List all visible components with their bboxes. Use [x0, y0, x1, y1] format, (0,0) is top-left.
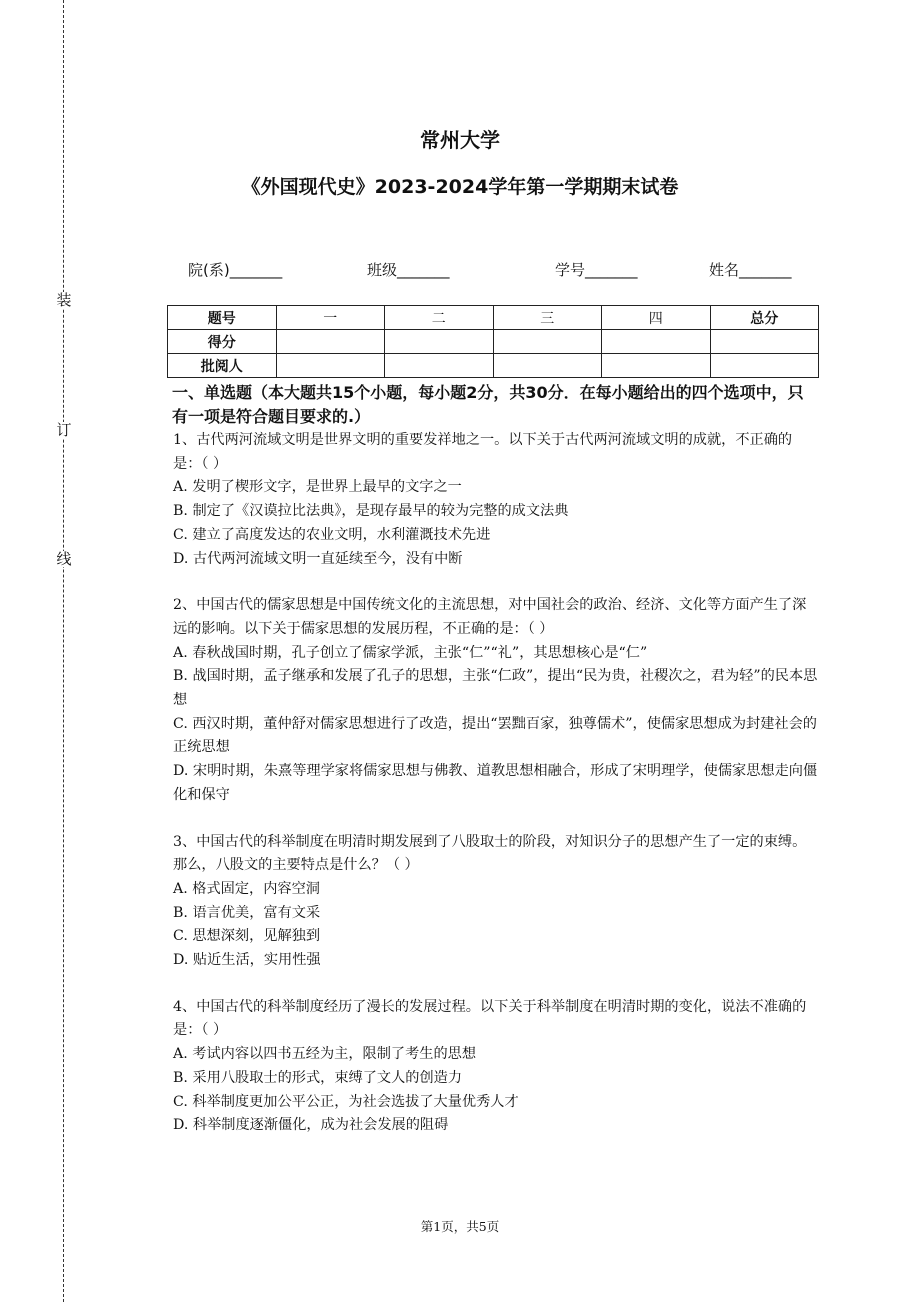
table-header-cell: 二	[385, 306, 494, 330]
option-a[interactable]: A. 格式固定，内容空洞	[173, 880, 320, 897]
reviewer-cell[interactable]	[493, 354, 602, 378]
question-stem: 4、中国古代的科举制度经历了漫长的发展过程。以下关于科举制度在明清时期的变化，说法不准确的是：（ ）	[173, 998, 807, 1039]
exam-title: 《外国现代史》2023-2024学年第一学期期末试卷	[241, 176, 679, 198]
score-table	[167, 305, 819, 378]
score-cell[interactable]	[710, 330, 819, 354]
option-c[interactable]: C. 科举制度更加公平公正，为社会选拔了大量优秀人才	[173, 1093, 519, 1110]
option-b[interactable]: B. 制定了《汉谟拉比法典》，是现存最早的较为完整的成文法典	[173, 503, 569, 520]
score-cell[interactable]	[602, 330, 711, 354]
section-heading: 一、单选题（本大题共15个小题，每小题2分，共30分．在每小题给出的四个选项中，只有一项是符合题目要求的.）	[172, 383, 804, 426]
score-table-row-score	[168, 330, 819, 354]
university-title: 常州大学	[420, 128, 500, 152]
class-field[interactable]: 班级_______	[367, 261, 450, 279]
binding-char-ding: 订	[56, 421, 72, 439]
question-stem: 3、中国古代的科举制度在明清时期发展到了八股取士的阶段，对知识分子的思想产生了一定的束缚。那么，八股文的主要特点是什么？（ ）	[173, 833, 807, 874]
option-b[interactable]: B. 语言优美，富有文采	[173, 904, 321, 921]
option-c[interactable]: C. 西汉时期，董仲舒对儒家思想进行了改造，提出“罢黜百家，独尊儒术”，使儒家思想成为封建社会的正统思想	[173, 715, 817, 756]
option-a[interactable]: A. 发明了楔形文字，是世界上最早的文字之一	[173, 479, 462, 496]
option-d[interactable]: D. 古代两河流域文明一直延续至今，没有中断	[173, 550, 463, 567]
score-cell[interactable]	[385, 330, 494, 354]
reviewer-cell[interactable]	[276, 354, 385, 378]
binding-char-xian: 线	[56, 550, 72, 568]
option-c[interactable]: C. 思想深刻，见解独到	[173, 928, 321, 945]
page-footer: 第1页，共5页	[420, 1219, 500, 1234]
option-a[interactable]: A. 春秋战国时期，孔子创立了儒家学派，主张“仁”“礼”，其思想核心是“仁”	[173, 644, 648, 661]
score-table-header-row	[168, 306, 819, 330]
binding-char-zhuang: 装	[56, 291, 72, 309]
question-2	[173, 594, 819, 807]
student-id-field[interactable]: 学号_______	[555, 261, 638, 279]
table-header-cell: 总分	[710, 306, 819, 330]
option-a[interactable]: A. 考试内容以四书五经为主，限制了考生的思想	[173, 1046, 477, 1063]
table-row-label: 批阅人	[168, 354, 277, 378]
score-table-row-reviewer	[168, 354, 819, 378]
table-header-cell: 题号	[168, 306, 277, 330]
option-d[interactable]: D. 科举制度逐渐僵化，成为社会发展的阻碍	[173, 1117, 449, 1134]
score-cell[interactable]	[493, 330, 602, 354]
table-header-cell: 四	[602, 306, 711, 330]
name-field[interactable]: 姓名_______	[709, 261, 792, 279]
question-4	[173, 996, 819, 1138]
exam-content	[173, 381, 819, 1138]
question-1	[173, 429, 819, 571]
option-b[interactable]: B. 战国时期，孟子继承和发展了孔子的思想，主张“仁政”，提出“民为贵，社稷次之，君为轻”的民本思想	[173, 668, 818, 709]
reviewer-cell[interactable]	[710, 354, 819, 378]
option-c[interactable]: C. 建立了高度发达的农业文明，水利灌溉技术先进	[173, 526, 491, 543]
reviewer-cell[interactable]	[602, 354, 711, 378]
option-d[interactable]: D. 宋明时期，朱熹等理学家将儒家思想与佛教、道教思想相融合，形成了宋明理学，使儒家思想走向僵化和保守	[173, 763, 818, 803]
table-row-label: 得分	[168, 330, 277, 354]
question-stem: 2、中国古代的儒家思想是中国传统文化的主流思想，对中国社会的政治、经济、文化等方面产生了深远的影响。以下关于儒家思想的发展历程，不正确的是：（ ）	[173, 597, 807, 637]
score-cell[interactable]	[276, 330, 385, 354]
department-field[interactable]: 院(系)_______	[188, 261, 283, 279]
option-b[interactable]: B. 采用八股取士的形式，束缚了文人的创造力	[173, 1069, 463, 1086]
option-d[interactable]: D. 贴近生活，实用性强	[173, 952, 321, 969]
table-header-cell: 三	[493, 306, 602, 330]
table-header-cell: 一	[276, 306, 385, 330]
reviewer-cell[interactable]	[385, 354, 494, 378]
question-3	[173, 831, 819, 973]
question-stem: 1、古代两河流域文明是世界文明的重要发祥地之一。以下关于古代两河流域文明的成就，不正确的是：（ ）	[173, 432, 793, 472]
